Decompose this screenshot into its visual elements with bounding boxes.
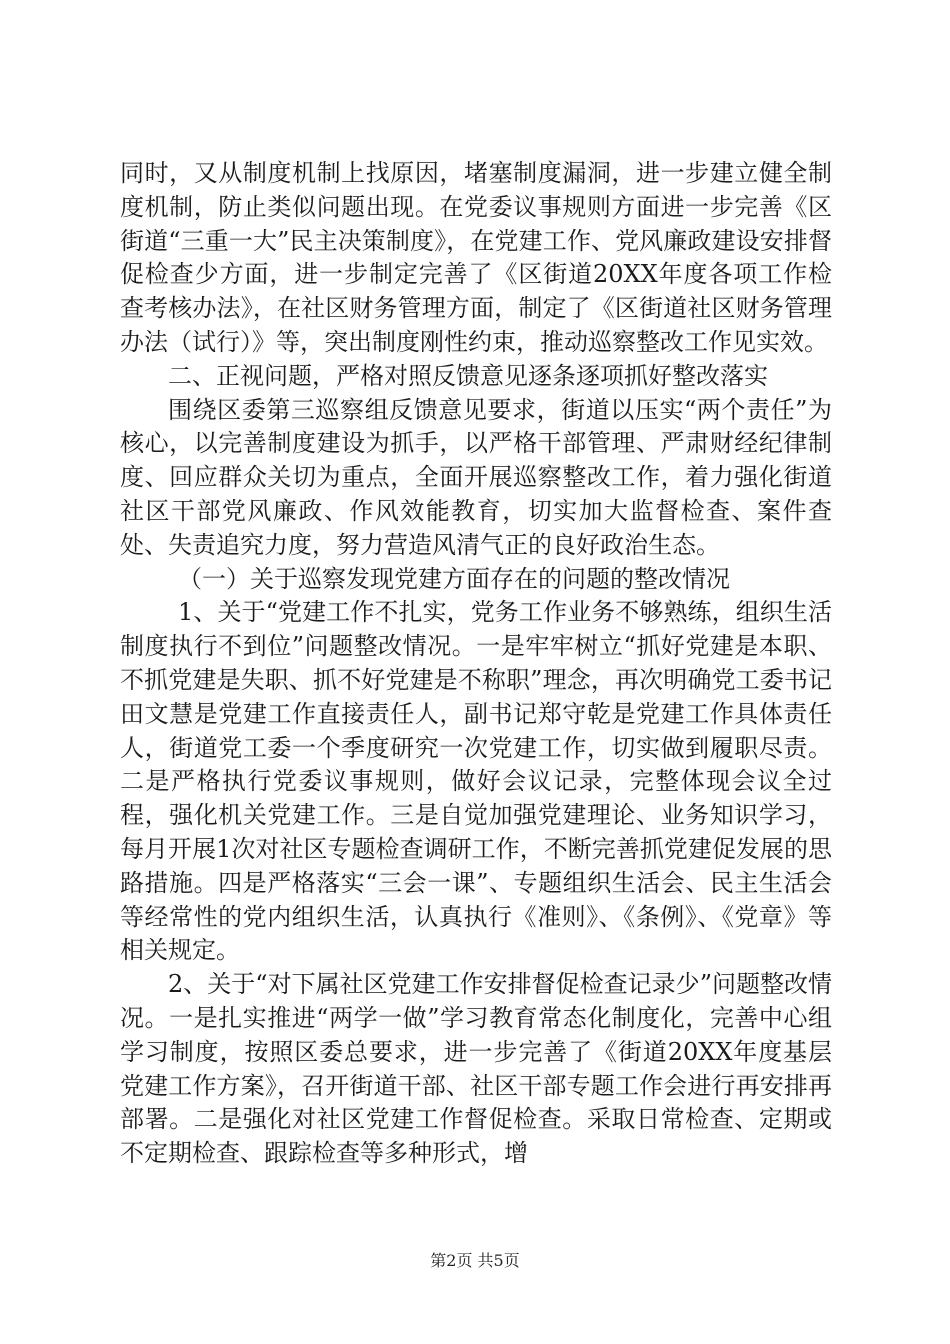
section-heading-2: 二、正视问题，严格对照反馈意见逐条逐项抓好整改落实	[168, 361, 768, 390]
paragraph-item-2: 2、关于“对下属社区党建工作安排督促检查记录少”问题整改情况。一是扎实推进“两学一做”学习教育常态化制度化，完善中心组学习制度，按照区委总要求，进一步完善了《街道20XX年度基层党建工作方案》，召开街道干部、社区干部专题工作会进行再安排再部署。二是强化对社区党建工作督促检查。采取日常检查、定期或不定期检查、跟踪检查等多种形式，增	[120, 970, 832, 1168]
paragraph-continuation: 同时，又从制度机制上找原因，堵塞制度漏洞，进一步建立健全制度机制，防止类似问题出现。在党委议事规则方面进一步完善《区街道“三重一大”民主决策制度》，在党建工作、党风廉政建设安排督促检查少方面，进一步制定完善了《区街道20XX年度各项工作检查考核办法》，在社区财务管理方面，制定了《区街道社区财务管理办法（试行）》等，突出制度刚性约束，推动巡察整改工作见实效。	[120, 159, 832, 356]
page-footer: 第2页 共5页	[430, 1251, 520, 1270]
document-body	[120, 157, 832, 1171]
paragraph-intro: 围绕区委第三巡察组反馈意见要求，街道以压实“两个责任”为核心，以完善制度建设为抓手，以严格干部管理、严肃财经纪律制度、回应群众关切为重点，全面开展巡察整改工作，着力强化街道社区干部党风廉政、作风效能教育，切实加大监督检查、案件查处、失责追究力度，努力营造风清气正的良好政治生态。	[120, 395, 832, 559]
subsection-heading-1: （一）关于巡察发现党建方面存在的问题的整改情况	[178, 564, 730, 593]
paragraph-item-1: 1、关于“党建工作不扎实，党务工作业务不够熟练，组织生活制度执行不到位”问题整改情况。一是牢牢树立“抓好党建是本职、不抓党建是失职、抓不好党建是不称职”理念，再次明确党工委书记田文慧是党建工作直接责任人，副书记郑守乾是党建工作具体责任人，街道党工委一个季度研究一次党建工作，切实做到履职尽责。二是严格执行党委议事规则，做好会议记录，完整体现会议全过程，强化机关党建工作。三是自觉加强党建理论、业务知识学习，每月开展1次对社区专题检查调研工作，不断完善抓党建促发展的思路措施。四是严格落实“三会一课”、专题组织生活会、民主生活会等经常性的党内组织生活，认真执行《准则》、《条例》、《党章》等相关规定。	[120, 598, 832, 965]
